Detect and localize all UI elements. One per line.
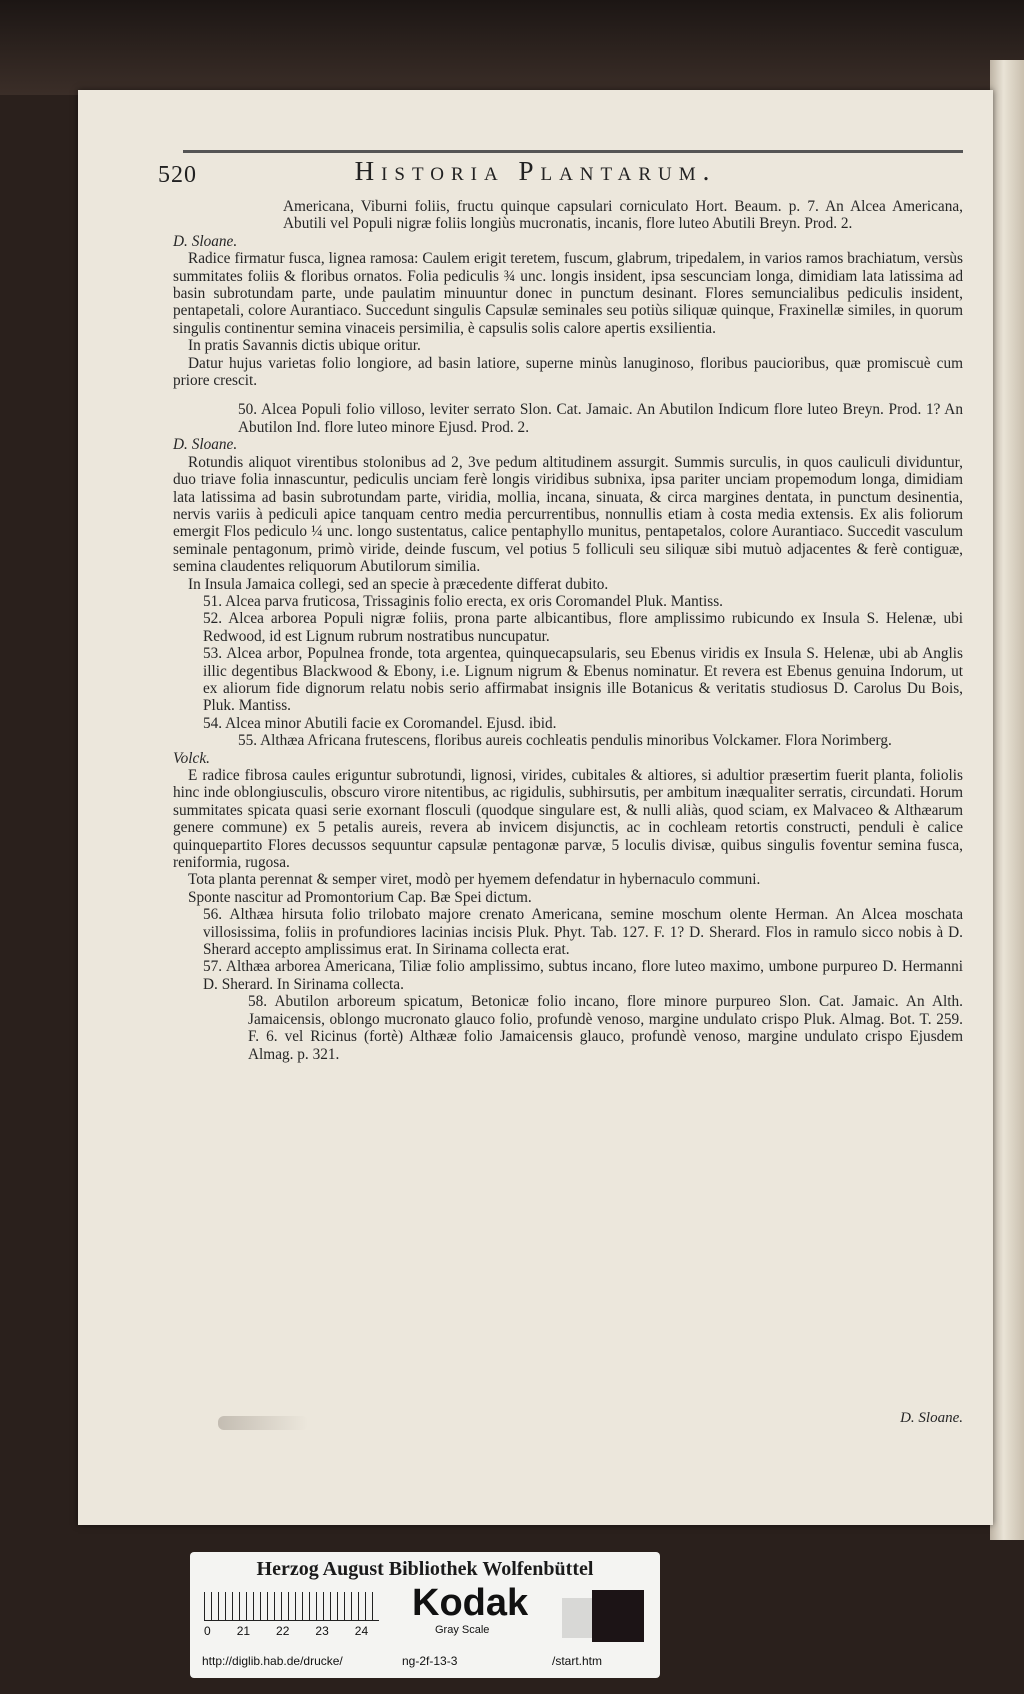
calibration-footer [190, 1650, 660, 1674]
entry-57: 57. Althæa arborea Americana, Tiliæ folio amplissimo, subtus incano, flore luteo maximo, umbone purpureo D. Hermanni D. Sherard. In Sirinama collecta. [203, 958, 963, 993]
book-page [78, 90, 993, 1525]
paragraph: In Insula Jamaica collegi, sed an specie à præcedente differat dubito. [188, 575, 609, 593]
author-label: D. Sloane. [173, 436, 238, 454]
ruler-scale [204, 1592, 379, 1621]
kodak-logo: Kodak [412, 1582, 529, 1624]
ruler-number: 21 [236, 1624, 251, 1638]
start-link: /start.htm [552, 1654, 603, 1668]
ruler-number: 24 [354, 1624, 369, 1638]
shelfmark: ng-2f-13-3 [402, 1654, 458, 1668]
paragraph: Sponte nascitur ad Promontorium Cap. Bæ Spei dictum. [188, 888, 532, 906]
running-title: Historia Plantarum. [354, 156, 717, 186]
paragraph: Tota planta perennat & semper viret, modò per hyemem defendatur in hybernaculo communi. [188, 871, 761, 889]
entry-56: 56. Althæa hirsuta folio trilobato majore crenato Americana, semine moschum olente Herman. An Alcea moschata villosissima, foliis in profundiores lacinias incisis Pluk. Phyt. Tab. 127. F. 1? D. Sherard. Flos in ramulo sicco nobis à D. Sherard accepto amplissimus erat. In Sirinama collecta erat. [203, 906, 963, 959]
entry-50: 50. Alcea Populi folio villoso, leviter serrato Slon. Cat. Jamaic. An Abutilon Indicum flore luteo Breyn. Prod. 1? An Abutilon Ind. flore luteo minore Ejusd. Prod. 2. [238, 401, 963, 436]
entry-53: 53. Alcea arbor, Populnea fronde, tota argentea, quinquecapsularis, seu Ebenus viridis ex Insula S. Helenæ, ubi ab Anglis illic degentibus Blackwood & Ebony, i.e. Lignum nigrum & Ebenus nominatur. Et revera est Ebenus genuina Indorum, ut ex aliorum fide dignorum relatu nobis serio affirmabat insignis ille Botanicus & veritatis studiosus D. Carolus Du Bois, Pluk. Mantiss. [203, 645, 963, 715]
page-number: 520 [158, 162, 197, 188]
ruler-number: 22 [276, 1624, 290, 1638]
gray-swatch-light [562, 1598, 592, 1638]
paragraph: Datur hujus varietas folio longiore, ad basin latiore, superne minùs lanuginoso, floribus paucioribus, quæ promiscuè cum priore crescit. [173, 354, 963, 390]
calibration-card [190, 1552, 660, 1678]
adjacent-page-edge [990, 60, 1024, 1540]
catchword: D. Sloane. [900, 1410, 963, 1426]
ruler-number: 0 [204, 1624, 211, 1638]
entry-54: 54. Alcea minor Abutili facie ex Coromandel. Ejusd. ibid. [203, 714, 557, 732]
entry-52: 52. Alcea arborea Populi nigræ foliis, prona parte albicantibus, flore amplissimo rubicundo ex Insula S. Helenæ, ubi Redwood, id est Lignum rubrum nostratibus nuncupatur. [203, 610, 963, 645]
author-label: Volck. [173, 749, 210, 767]
source-url: http://diglib.hab.de/drucke/ [202, 1654, 343, 1668]
author-label: D. Sloane. [173, 232, 238, 250]
header-rule [183, 150, 963, 153]
ink-blot [218, 1416, 308, 1430]
entry-51: 51. Alcea parva fruticosa, Trissaginis folio erecta, ex oris Coromandel Pluk. Mantiss. [203, 592, 724, 610]
intro-lines: Americana, Viburni foliis, fructu quinque capsulari corniculato Hort. Beaum. p. 7. An Alcea Americana, Abutili vel Populi nigræ foliis longiùs mucronatis, incanis, flore luteo Abutili Breyn. Prod. 2. [283, 198, 963, 233]
paragraph: Radice firmatur fusca, lignea ramosa: Caulem erigit teretem, fuscum, glabrum, tripedalem, in varios ramos brachiatum, versùs summitates foliis & floribus ornatos. Folia pediculis ¾ unc. longis insident, ipsa sescunciam longa, dimidiam lata latissima ad basin subrotundam parte, unde paulatim minuuntur donec in punctum desinant. Flores semuncialibus pediculis insident, pentapetali, colore Aurantiaco. Succedunt singulis Capsulæ seminales seu potiùs siliquæ quinque, Fraxinellæ similes, in quorum singulis continentur semina vinaceis persimilia, è capsulis solis calore apertis exsilientia. [173, 250, 963, 337]
ruler-number: 23 [315, 1624, 329, 1638]
paragraph: Rotundis aliquot virentibus stolonibus ad 2, 3ve pedum altitudinem assurgit. Summis surculis, in quos cauliculi dividuntur, duo triave folia innascuntur, pediculis unciam ferè longis viridibus subnixa, ipsa pariter unciam propemodum longa, dimidiam lata latissima ad basin subrotundam parte, viridia, mollia, incana, sinuata, & circa margines dentata, in punctum desinentia, nervis variis à pediculi apice tanquam centro media percurrentibus, nonnullis etiam à costa media extensis. Ex alis foliorum emergit Flos pediculo ¼ unc. longo sustentatus, calice pentaphyllo munitus, pentapetalos, colore Aurantiaco. Succedit vasculum seminale pentagonum, primò viride, deinde fuscum, vel potius 5 folliculi seu siliquæ sibi mutuò adjacentes & ferè contiguæ, semina claudentes reliquorum Abutilorum similia. [173, 453, 963, 576]
paragraph: In pratis Savannis dictis ubique oritur. [188, 337, 421, 355]
gray-scale-label: Gray Scale [435, 1624, 490, 1636]
gray-swatch-dark [592, 1590, 644, 1642]
library-name: Herzog August Bibliothek Wolfenbüttel [256, 1558, 594, 1580]
page-text [173, 198, 963, 1063]
paragraph: E radice fibrosa caules eriguntur subrotundi, lignosi, virides, cubitales & altiores, si adultior præsertim fuerit planta, foliolis hinc inde oblongiusculis, obscuro virore nitentibus, ac rigidulis, subhirsutis, per ambitum inæqualiter serratis, circundati. Horum summitates spicata quasi serie exornant flosculi (quodque singulare est, & nulli aliàs, quod sciam, ex Malvaceo & Althæarum genere commune) ex 5 petalis aureis, revera ab invicem disjunctis, ac in cochleam retortis constructi, penduli è calice quinquepartito Flores decussos sequuntur capsulæ pentagonæ parvæ, 5 loculis divisæ, quibus singulis foventur semina fusca, reniformia, rugosa. [173, 767, 963, 872]
entry-55: 55. Althæa Africana frutescens, floribus aureis cochleatis pendulis minoribus Volckamer. Flora Norimberg. [238, 732, 892, 750]
ruler-numbers [204, 1624, 404, 1638]
scan-background-top [0, 0, 1024, 95]
entry-58: 58. Abutilon arboreum spicatum, Betonicæ folio incano, flore minore purpureo Slon. Cat. Jamaic. An Alth. Jamaicensis, oblongo mucronato glauco folio, profundè venoso, margine undulato crispo Pluk. Almag. Bot. T. 259. F. 6. vel Ricinus (fortè) Althææ folio Jamaicensis glauco, profundè venoso, margine undulato crispo Ejusdem Almag. p. 321. [248, 993, 963, 1063]
